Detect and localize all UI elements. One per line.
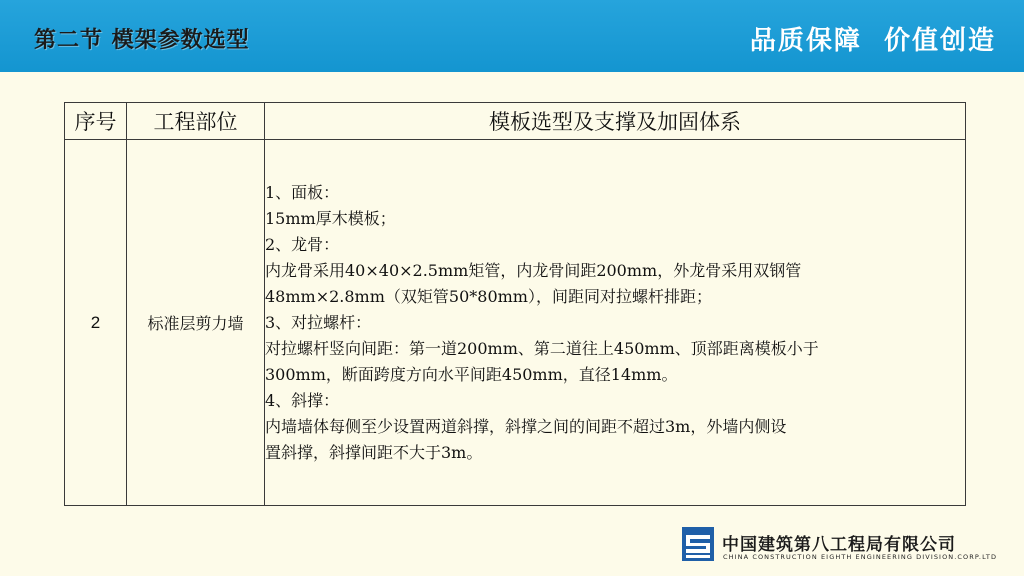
- header-location: 工程部位: [127, 103, 265, 140]
- content-line: 1、面板：: [265, 182, 340, 202]
- row-location: 标准层剪力墙: [127, 140, 265, 506]
- section-title: 第二节 模架参数选型: [34, 27, 250, 53]
- content-line: 15mm厚木模板；: [265, 208, 396, 228]
- row-sequence: 2: [65, 140, 127, 506]
- content-line: 内墙墙体每侧至少设置两道斜撑，斜撑之间的间距不超过3m，外墙内侧设: [265, 416, 787, 436]
- company-name-en: CHINA CONSTRUCTION EIGHTH ENGINEERING DIVISION.CORP.LTD: [723, 553, 998, 561]
- parameter-table: [64, 102, 966, 506]
- content-line: 内龙骨采用40×40×2.5mm矩管，内龙骨间距200mm，外龙骨采用双钢管: [265, 260, 802, 280]
- header-sequence: 序号: [65, 103, 127, 140]
- table-row: [65, 140, 966, 506]
- content-line: 置斜撑，斜撑间距不大于3m。: [265, 442, 483, 462]
- header-formwork-system: 模板选型及支撑及加固体系: [265, 103, 966, 140]
- content-line: 3、对拉螺杆：: [265, 312, 372, 332]
- content-line: 对拉螺杆竖向间距：第一道200mm、第二道往上450mm、顶部距离模板小于: [265, 338, 819, 358]
- cscec-logo-icon: [682, 527, 714, 561]
- content-line: 300mm，断面跨度方向水平间距450mm，直径14mm。: [265, 364, 678, 384]
- content-line: 4、斜撑：: [265, 390, 340, 410]
- content-line: 2、龙骨：: [265, 234, 340, 254]
- content-line: 48mm×2.8mm（双矩管50*80mm），间距同对拉螺杆排距；: [265, 286, 712, 306]
- row-content: [265, 140, 966, 506]
- table-header-row: [65, 103, 966, 140]
- header-bar: [0, 0, 1024, 72]
- company-name-cn: 中国建筑第八工程局有限公司: [722, 535, 956, 555]
- slogan: 品质保障 价值创造: [749, 26, 996, 56]
